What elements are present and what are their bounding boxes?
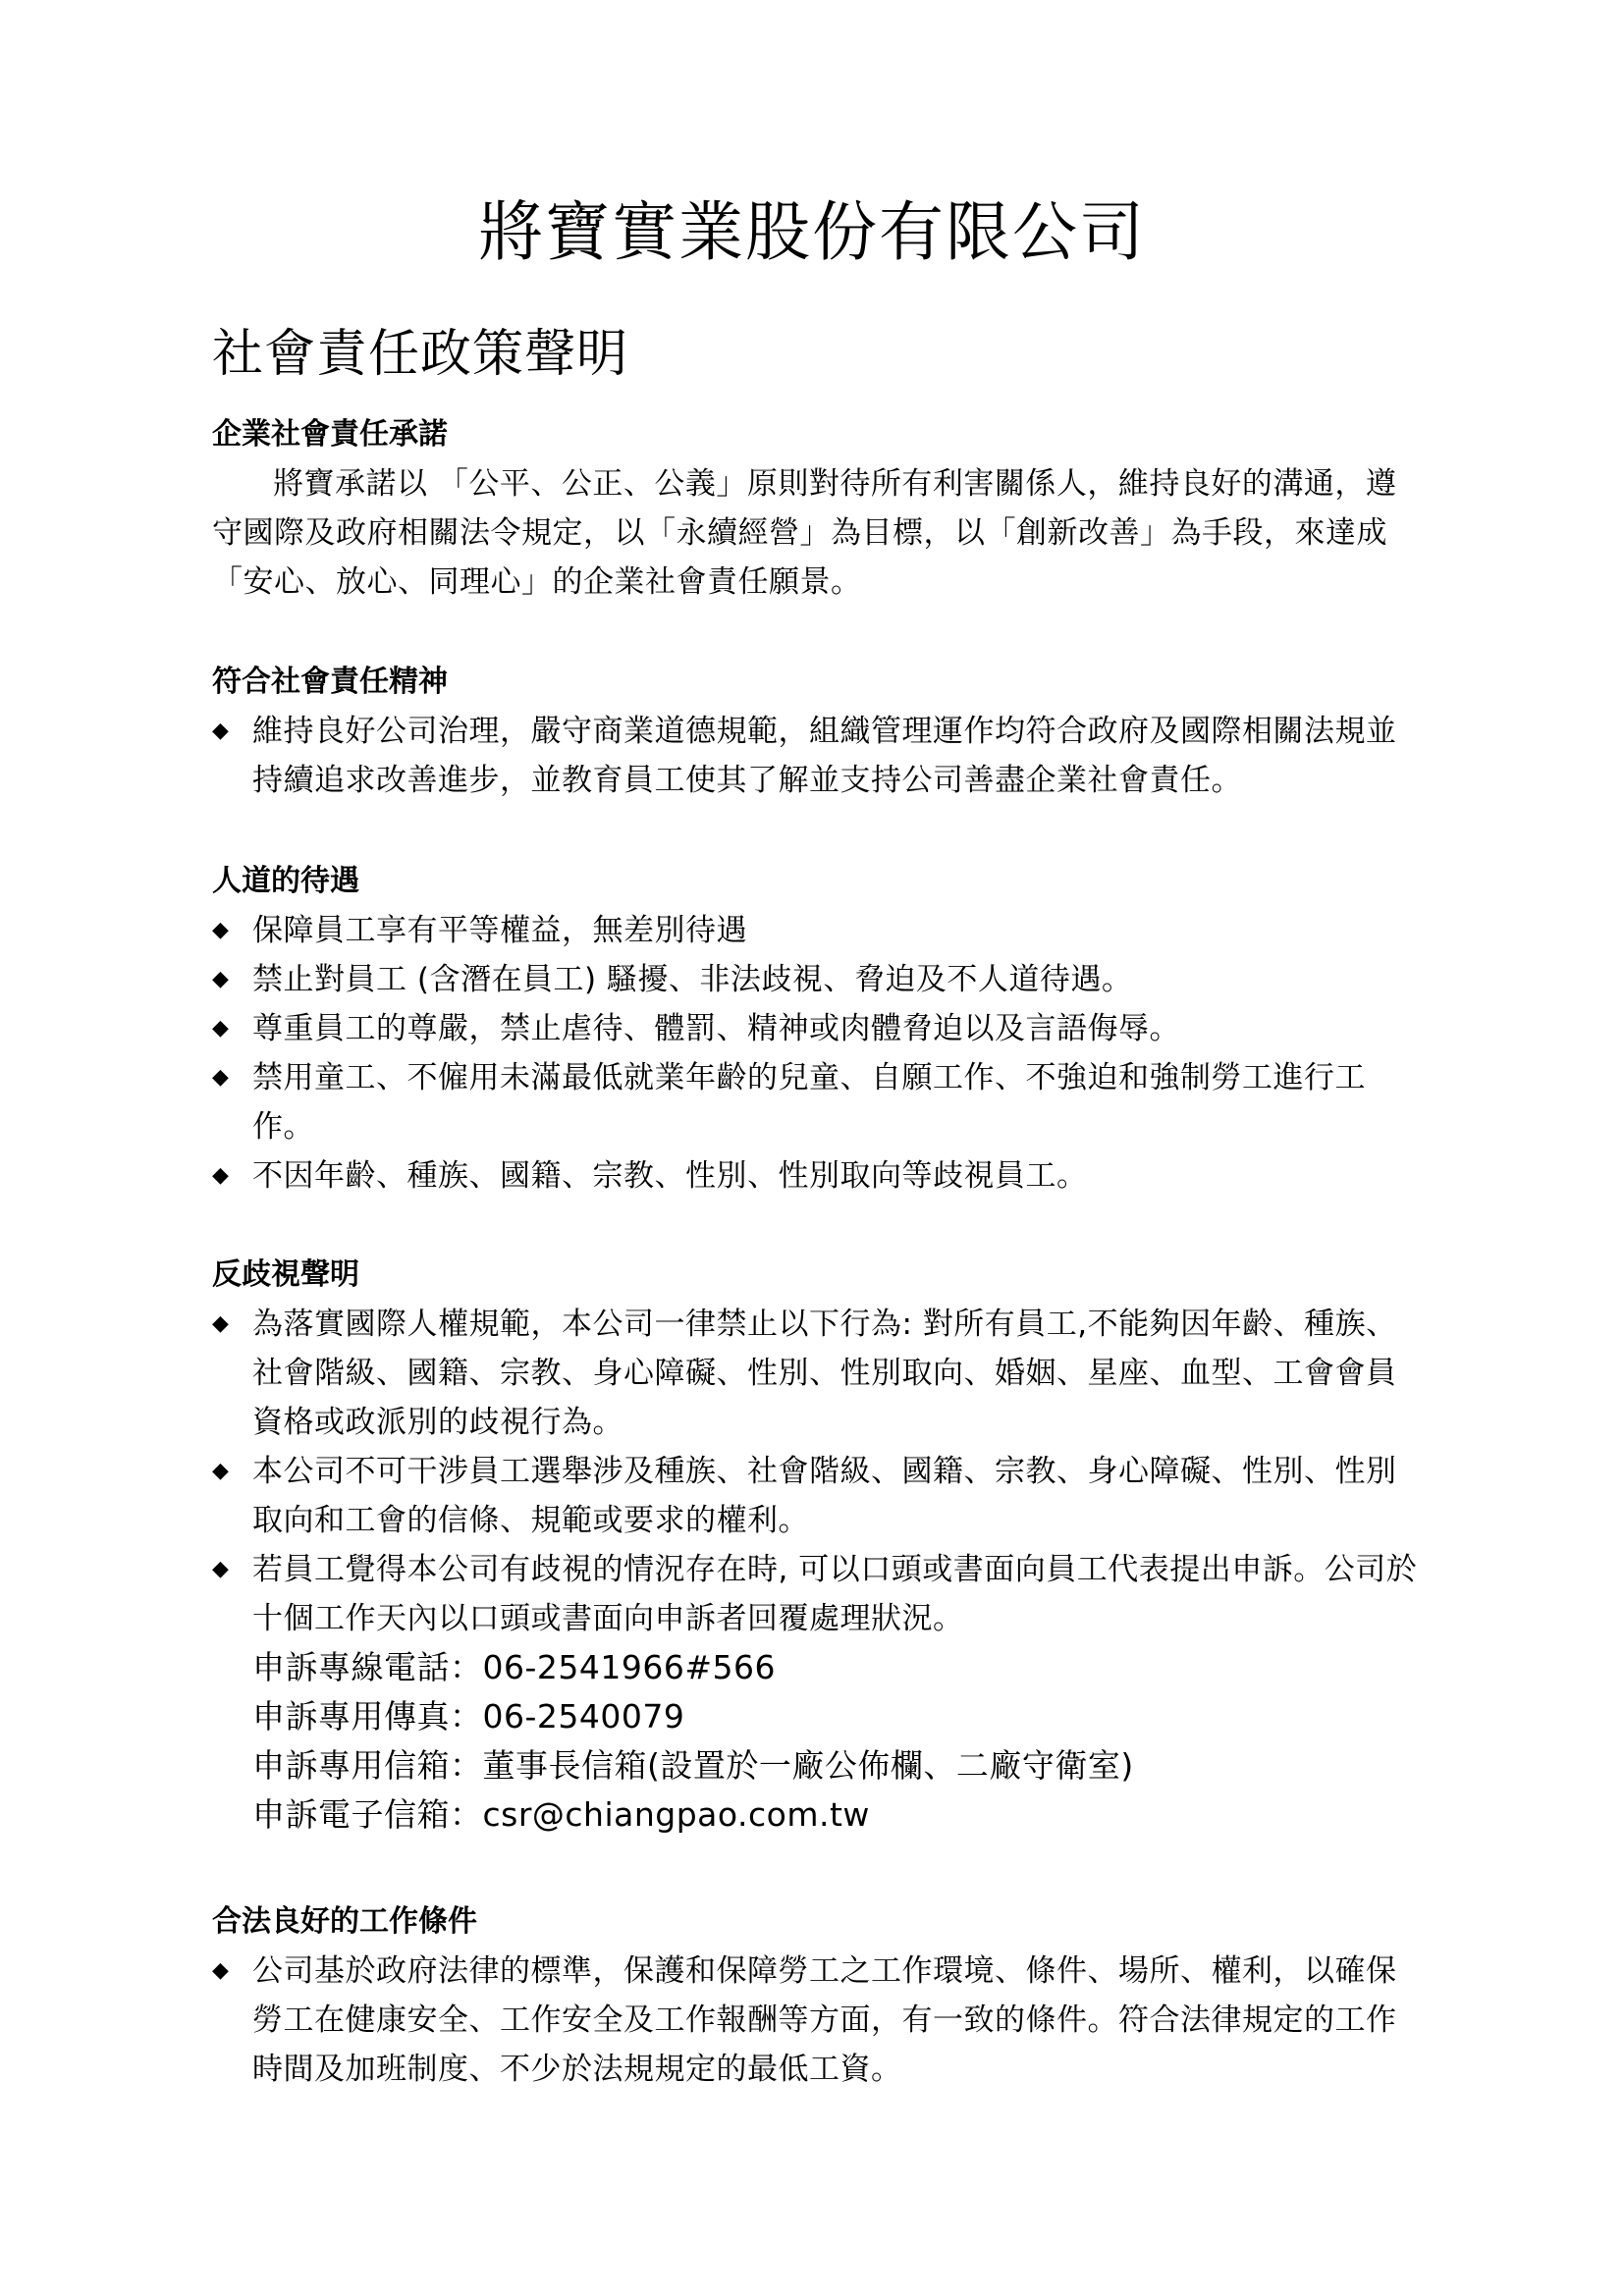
diamond-bullet-icon: ◆ bbox=[212, 1958, 230, 1983]
diamond-bullet-icon: ◆ bbox=[212, 967, 230, 991]
list-item-text: 為落實國際人權規範，本公司一律禁止以下行為: 對所有員工,不能夠因年齡、種族、社會階級、國籍、宗教、身心障礙、性別、性別取向、婚姻、星座、血型、工會會員資格或政派別的歧視行為。 bbox=[252, 1307, 1397, 1440]
company-title: 將寶實業股份有限公司 bbox=[478, 194, 1146, 270]
section-working-conditions bbox=[212, 1897, 1420, 2094]
section-heading: 合法良好的工作條件 bbox=[212, 1904, 477, 1939]
list-item bbox=[212, 1053, 1420, 1151]
list-item-text: 保障員工享有平等權益，無差別待遇 bbox=[252, 913, 747, 948]
list-item-text: 禁止對員工 (含潛在員工) 騷擾、非法歧視、脅迫及不人道待遇。 bbox=[252, 962, 1133, 997]
list-item-text: 尊重員工的尊嚴，禁止虐待、體罰、精神或肉體脅迫以及言語侮辱。 bbox=[252, 1011, 1180, 1046]
list-item bbox=[212, 955, 1420, 1004]
diamond-bullet-icon: ◆ bbox=[212, 1065, 230, 1090]
complaint-phone: 申訴專線電話：06-2541966#566 bbox=[252, 1648, 777, 1686]
section-spirit bbox=[212, 658, 1420, 805]
list-item-text: 禁用童工、不僱用未滿最低就業年齡的兒童、自願工作、不強迫和強制勞工進行工作。 bbox=[252, 1060, 1366, 1145]
diamond-bullet-icon: ◆ bbox=[212, 719, 230, 743]
diamond-bullet-icon: ◆ bbox=[212, 1557, 230, 1581]
list-item bbox=[212, 906, 1420, 955]
antidiscrimination-list bbox=[212, 1300, 1420, 1840]
diamond-bullet-icon: ◆ bbox=[212, 1311, 230, 1336]
list-item-text: 不因年齡、種族、國籍、宗教、性別、性別取向等歧視員工。 bbox=[252, 1158, 1088, 1194]
humane-list bbox=[212, 906, 1420, 1201]
list-item bbox=[212, 1947, 1420, 2094]
list-item-text: 本公司不可干涉員工選舉涉及種族、社會階級、國籍、宗教、身心障礙、性別、性別取向和工會的信條、規範或要求的權利。 bbox=[252, 1454, 1397, 1538]
diamond-bullet-icon: ◆ bbox=[212, 1016, 230, 1041]
section-heading: 符合社會責任精神 bbox=[212, 665, 448, 699]
list-item bbox=[212, 1151, 1420, 1201]
list-item-text: 維持良好公司治理，嚴守商業道德規範，組織管理運作均符合政府及國際相關法規並持續追求改善進步，並教育員工使其了解並支持公司善盡企業社會責任。 bbox=[252, 714, 1397, 798]
diamond-bullet-icon: ◆ bbox=[212, 918, 230, 942]
complaint-mailbox: 申訴專用信箱：董事長信箱(設置於一廠公佈欄、二廠守衛室) bbox=[252, 1746, 1134, 1785]
section-heading: 企業社會責任承諾 bbox=[212, 417, 448, 452]
diamond-bullet-icon: ◆ bbox=[212, 1459, 230, 1483]
list-item-text: 公司基於政府法律的標準，保護和保障勞工之工作環境、條件、場所、權利，以確保勞工在健康安全、工作安全及工作報酬等方面，有一致的條件。符合法律規定的工作時間及加班制度、不少於法規規定的最低工資。 bbox=[252, 1953, 1397, 2087]
spirit-list bbox=[212, 707, 1420, 805]
list-item bbox=[212, 1300, 1420, 1447]
complaint-email: 申訴電子信箱：csr@chiangpao.com.tw bbox=[252, 1795, 870, 1834]
section-humane-treatment bbox=[212, 857, 1420, 1201]
list-item bbox=[212, 1447, 1420, 1545]
working-conditions-list bbox=[212, 1947, 1420, 2094]
diamond-bullet-icon: ◆ bbox=[212, 1163, 230, 1188]
list-item bbox=[212, 1004, 1420, 1053]
list-item bbox=[212, 707, 1420, 805]
complaint-fax: 申訴專用傳真：06-2540079 bbox=[252, 1697, 685, 1735]
section-commitment bbox=[212, 410, 1420, 607]
complaint-text: 若員工覺得本公司有歧視的情況存在時, 可以口頭或書面向員工代表提出申訴。公司於十個工作天內以口頭或書面向申訴者回覆處理狀況。 bbox=[252, 1552, 1418, 1636]
section-anti-discrimination bbox=[212, 1251, 1420, 1840]
policy-subtitle: 社會責任政策聲明 bbox=[212, 325, 629, 384]
section-heading: 反歧視聲明 bbox=[212, 1257, 359, 1292]
commitment-paragraph: 將寶承諾以 「公平、公正、公義」原則對待所有利害關係人，維持良好的溝通，遵守國際及政府相關法令規定，以「永續經營」為目標，以「創新改善」為手段，來達成「安心、放心、同理心」的企業社會責任願景。 bbox=[212, 466, 1397, 600]
list-item-complaint bbox=[212, 1545, 1420, 1840]
section-heading: 人道的待遇 bbox=[212, 864, 359, 898]
